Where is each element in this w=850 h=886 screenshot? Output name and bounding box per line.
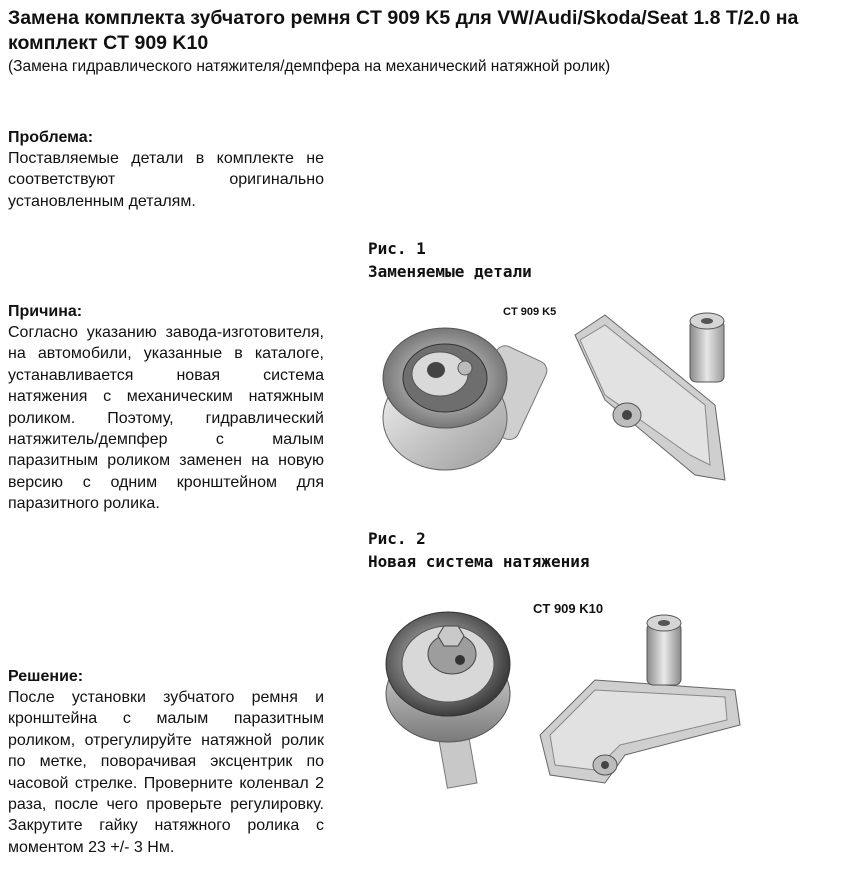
solution-heading: Решение:: [8, 668, 84, 685]
old-tensioner-pulley-image: [370, 300, 570, 480]
figure-1-label: Рис. 1: [368, 239, 426, 258]
new-tensioner-pulley-image: [380, 596, 530, 796]
document-title: Замена комплекта зубчатого ремня CT 909 K5 для VW/Audi/Skoda/Seat 1.8 T/2.0 на комплект CT 909 K10: [8, 7, 799, 54]
figure-1-caption: [368, 237, 532, 283]
new-idler-bracket-image: [535, 605, 745, 795]
cause-heading: Причина:: [8, 303, 83, 320]
figure-2-kit-label: CT 909 K10: [533, 601, 604, 616]
document-subtitle: (Замена гидравлического натяжителя/демпфера на механический натяжной ролик): [8, 58, 611, 75]
problem-heading: Проблема:: [8, 129, 94, 146]
solution-section: [8, 666, 324, 858]
solution-text: После установки зубчатого ремня и кронштейна с малым паразитным роликом, отрегулируйте натяжной ролик по метке, поворачивая эксцентрик по часовой стрелке. Проверните коленвал 2 раза, после чего проверьте регулировку. Закрутите гайку натяжного ролика с моментом 23 +/- 3 Нм.: [8, 689, 324, 856]
figure-2-label: Рис. 2: [368, 529, 426, 548]
problem-text: Поставляемые детали в комплекте не соответствуют оригинально установленным деталям.: [8, 150, 324, 210]
figure-2-caption: [368, 527, 590, 573]
figure-1-kit-label: CT 909 K5: [503, 306, 557, 318]
old-damper-bracket-image: [565, 305, 745, 490]
figure-2-title: Новая система натяжения: [368, 552, 590, 571]
cause-section: [8, 301, 324, 515]
problem-section: [8, 127, 324, 212]
cause-text: Согласно указанию завода-изготовителя, на автомобили, указанные в каталоге, устанавливается новая система натяжения с механическим натяжным роликом. Поэтому, гидравлический натяжитель/демпфер с малым паразитным роликом заменен на новую версию с одним кронштейном для паразитного ролика.: [8, 324, 324, 513]
figure-1-title: Заменяемые детали: [368, 262, 532, 281]
